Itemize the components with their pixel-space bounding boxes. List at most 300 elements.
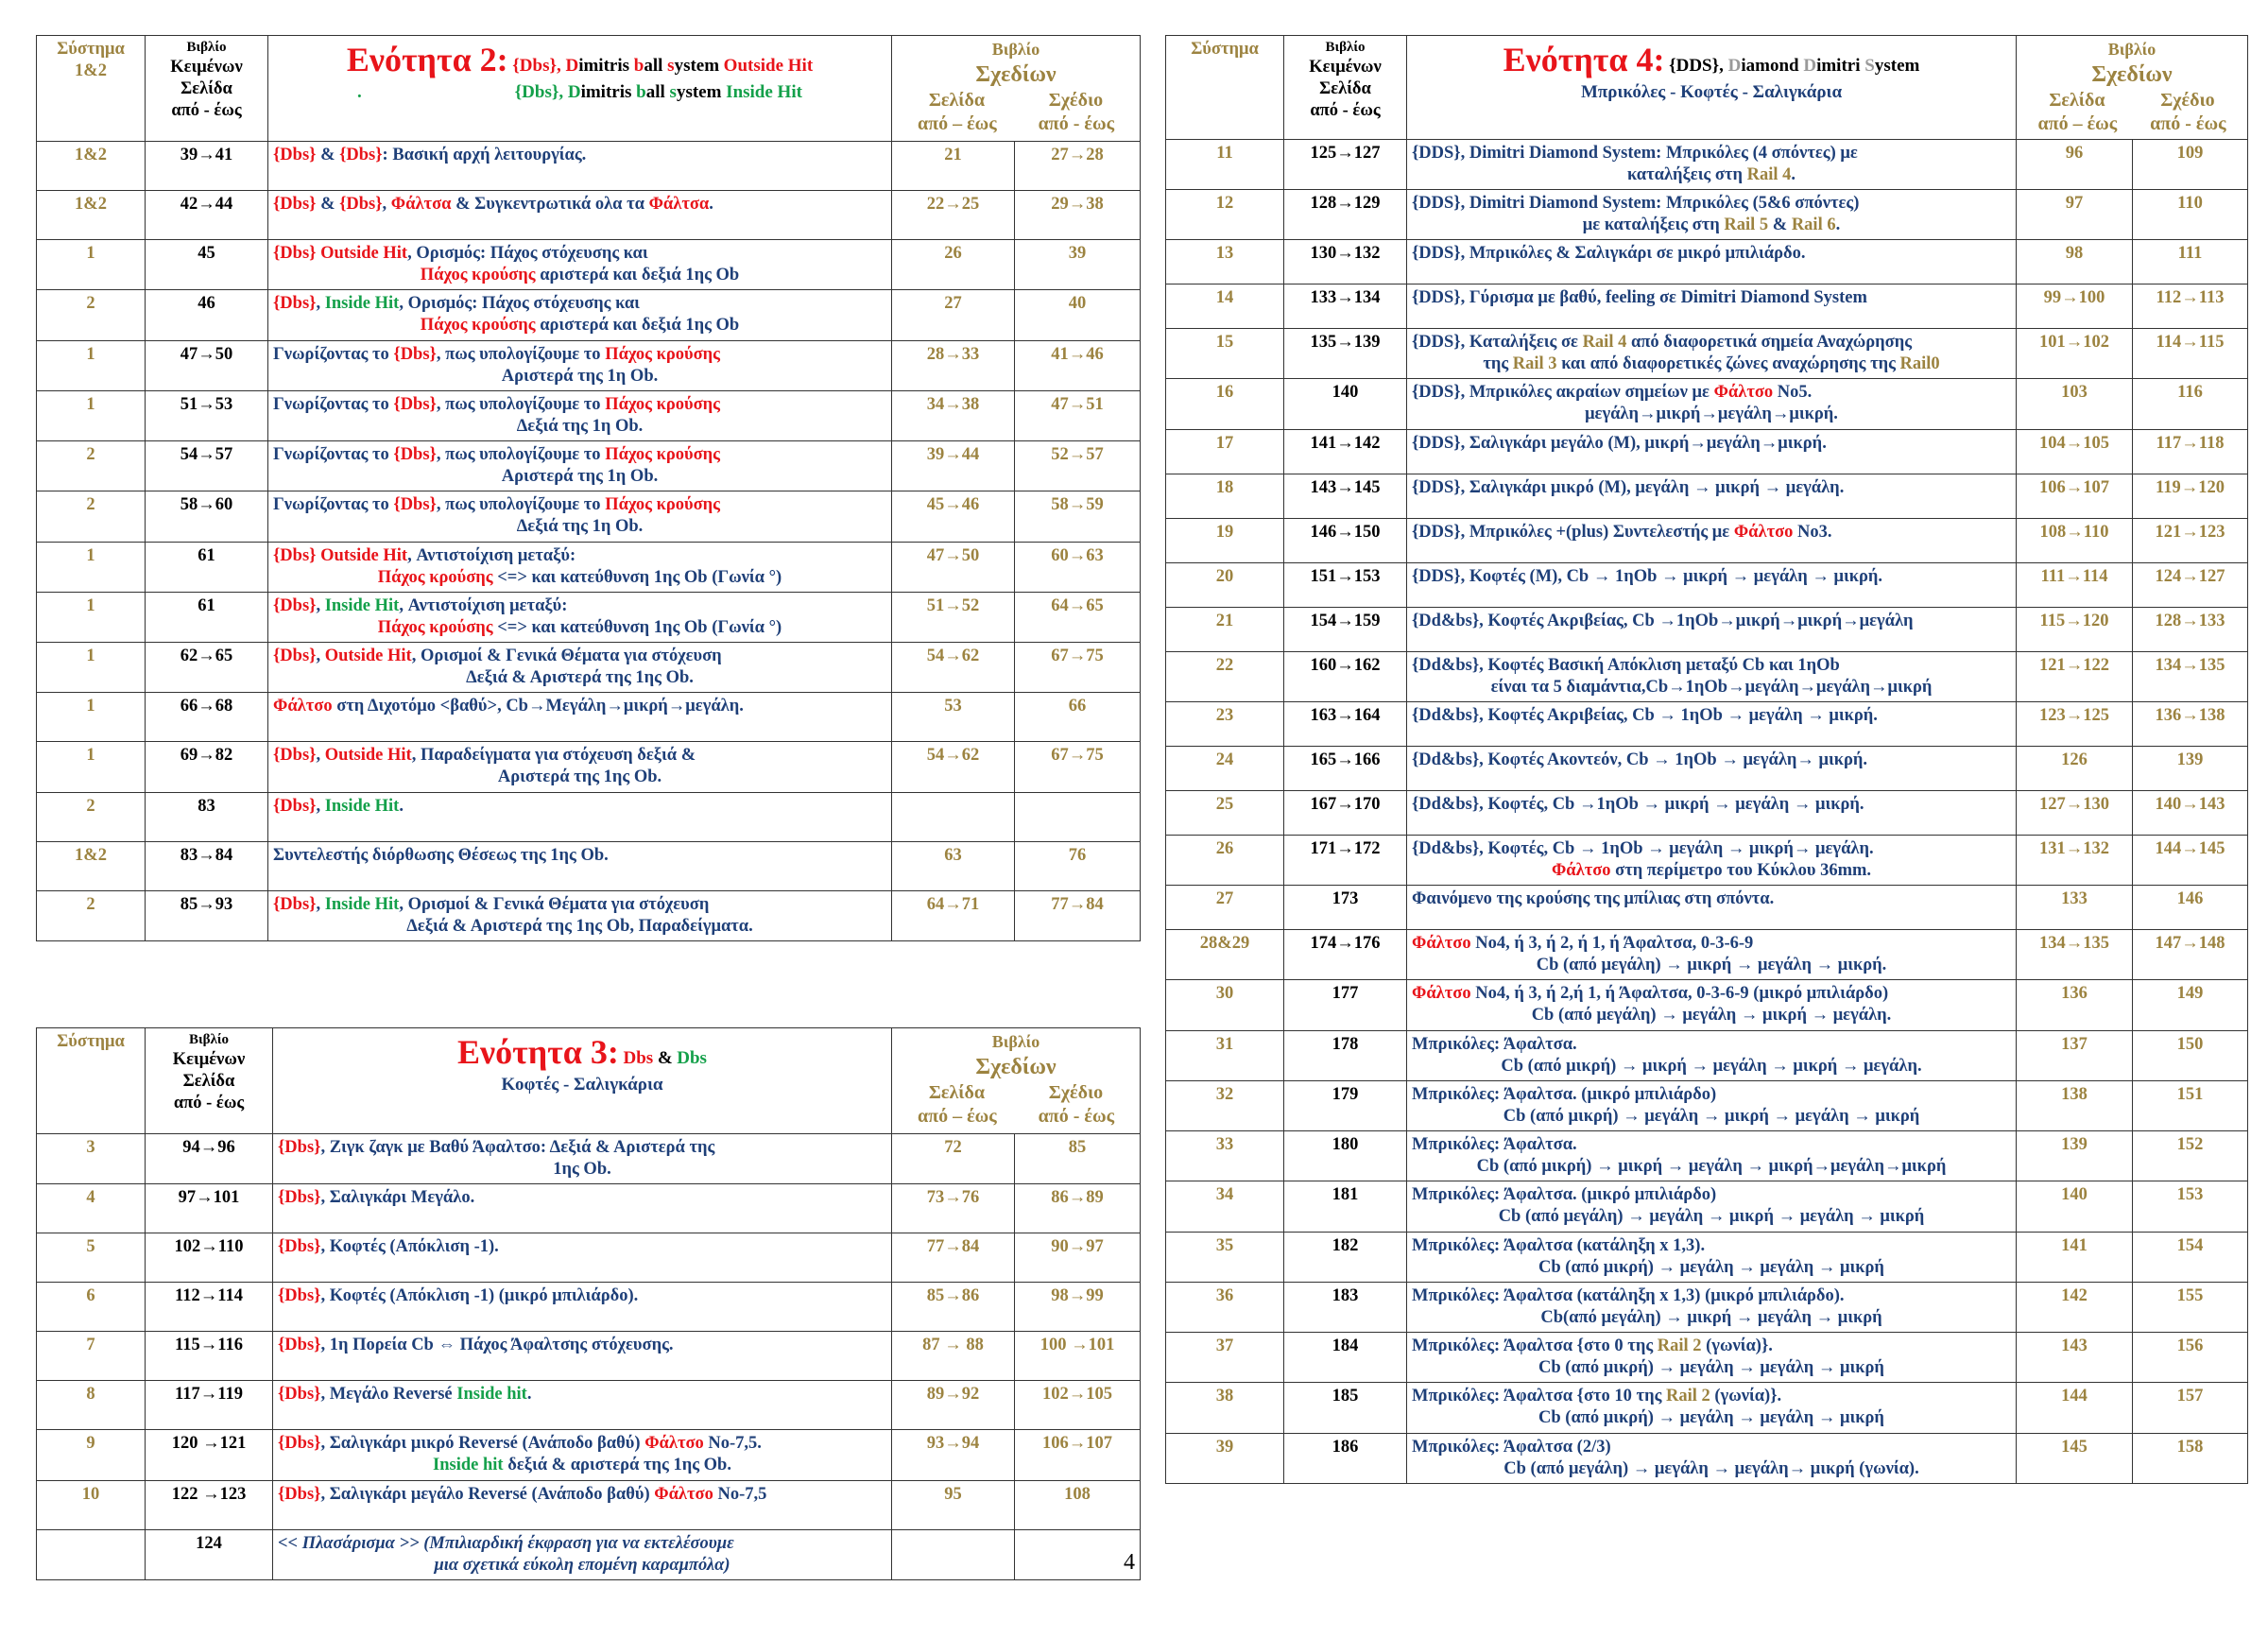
section4-row [1166,329,2248,379]
plan-page-cell: 97 [2017,189,2133,239]
system-cell: 35 [1166,1232,1284,1282]
system-cell: 33 [1166,1131,1284,1181]
description-line1: Γνωρίζοντας το {Dbs}, πως υπολογίζουμε το Πάχος κρούσης [273,495,720,515]
plan-number-cell: 121→123 [2133,518,2248,562]
section2-row [37,742,1141,792]
plan-number-cell: 147→148 [2133,930,2248,980]
plan-number-cell: 27→28 [1015,142,1141,191]
section2-row [37,841,1141,890]
section4-row [1166,1383,2248,1433]
plan-number-cell: 134→135 [2133,651,2248,701]
description-cell [1407,930,2017,980]
plan-page-cell: 45→46 [892,491,1015,542]
section4-row [1166,1181,2248,1232]
description-cell [268,441,892,491]
description-line1: Γνωρίζοντας το {Dbs}, πως υπολογίζουμε το Πάχος κρούσης [273,344,720,364]
section3-row [37,1233,1141,1283]
plan-number-cell: 154 [2133,1232,2248,1282]
description-line2: μεγάλη→μικρή→μεγάλη→μικρή. [1585,405,1838,424]
description-line2: Cb(από μεγάλη) → μικρή → μεγάλη → μικρή [1540,1307,1882,1327]
description-line1: Φαινόμενο της κρούσης της μπίλιας στη σπόντα. [1412,889,1775,908]
pages-cell: 117→119 [146,1381,273,1430]
system-cell: 36 [1166,1282,1284,1332]
plan-number-cell: 106→107 [1015,1430,1141,1480]
system-cell: 2 [37,890,146,940]
description-cell [1407,835,2017,885]
plan-page-cell: 39→44 [892,441,1015,491]
description-line1: {Dd&bs}, Κοφτές, Cb →1ηOb → μικρή → μεγάλη → μικρή. [1412,794,1864,814]
system-cell: 1&2 [37,191,146,240]
description-line1: {DDS}, Μπρικόλες +(plus) Συντελεστής με Φάλτσο Νο3. [1412,522,1832,542]
section2-header [37,36,1141,142]
plan-page-cell: 131→132 [2017,835,2133,885]
section4-row [1166,139,2248,189]
description-line1: {DDS}, Σαλιγκάρι μεγάλο (M), μικρή→μεγάλη→μικρή. [1412,433,1827,453]
section4-row [1166,1030,2248,1080]
description-line2: Cb (από μεγάλη) → μεγάλη → μικρή → μεγάλη. [1531,1006,1892,1026]
section2-row [37,491,1141,542]
pages-cell: 46 [146,290,268,340]
plan-number-cell [1015,792,1141,841]
system-cell: 2 [37,441,146,491]
section3-row [37,1480,1141,1529]
pages-cell: 185 [1284,1383,1407,1433]
system-cell: 19 [1166,518,1284,562]
pages-cell: 167→170 [1284,790,1407,835]
description-line2: Δεξιά & Αριστερά της 1ης Ob. [466,668,694,688]
pages-cell: 62→65 [146,643,268,693]
plan-page-cell: 72 [892,1134,1015,1184]
system-cell: 34 [1166,1181,1284,1232]
description-line1: Φάλτσο στη Διχοτόμο <βαθύ>, Cb→Μεγάλη→μικρή→μεγάλη. [273,697,744,716]
description-cell [1407,651,2017,701]
section2-row [37,890,1141,940]
plan-page-cell: 138 [2017,1080,2133,1130]
plan-number-cell: 155 [2133,1282,2248,1332]
description-line2: καταλήξεις στη Rail 4. [1627,164,1796,184]
col-system: Σύστημα 1&2 [37,36,146,142]
description-line1: {Dbs} Outside Hit, Αντιστοίχιση μεταξύ: [273,545,576,565]
pages-cell: 61 [146,542,268,592]
description-cell [1407,1181,2017,1232]
description-line2: Cb (από μεγάλη) → μικρή → μεγάλη → μικρή. [1536,956,1887,975]
pages-cell: 146→150 [1284,518,1407,562]
system-cell: 4 [37,1184,146,1233]
section4-row [1166,1080,2248,1130]
system-cell: 37 [1166,1333,1284,1383]
pages-cell: 180 [1284,1131,1407,1181]
section4-title: Ενότητα 4: {DDS}, Diamond Dimitri System Μπρικόλες - Κοφτές - Σαλιγκάρια [1407,36,2017,140]
pages-cell: 181 [1284,1181,1407,1232]
description-cell [273,1233,892,1283]
pages-cell: 163→164 [1284,701,1407,746]
section4-row [1166,189,2248,239]
plan-number-cell: 112→113 [2133,284,2248,329]
description-line2: 1ης Ob. [553,1160,611,1180]
description-cell [268,792,892,841]
plan-number-cell: 139 [2133,746,2248,790]
system-cell: 12 [1166,189,1284,239]
description-line1: {DDS}, Κοφτές (M), Cb → 1ηOb → μικρή → μεγάλη → μικρή. [1412,566,1883,586]
section2-row [37,142,1141,191]
pages-cell: 42→44 [146,191,268,240]
plan-number-cell: 146 [2133,886,2248,930]
plan-page-cell: 93→94 [892,1430,1015,1480]
description-cell [1407,1383,2017,1433]
plan-number-cell: 98→99 [1015,1283,1141,1332]
section2-row [37,693,1141,742]
description-line1: Συντελεστής διόρθωσης Θέσεως της 1ης Ob. [273,845,609,865]
plan-page-cell: 115→120 [2017,607,2133,651]
section4-row [1166,651,2248,701]
pages-cell: 128→129 [1284,189,1407,239]
section3-title: Ενότητα 3: Dbs & Dbs Κοφτές - Σαλιγκάρια [273,1028,892,1134]
section2-row [37,792,1141,841]
section4-row [1166,930,2248,980]
plan-number-cell: 90→97 [1015,1233,1141,1283]
plan-page-cell: 21 [892,142,1015,191]
description-line1: {Dbs}, Inside Hit. [273,796,404,816]
description-cell [1407,1282,2017,1332]
pages-cell: 182 [1284,1232,1407,1282]
plan-page-cell: 26 [892,240,1015,290]
description-line2: Cb (από μικρή) → μεγάλη → μικρή → μεγάλη → μικρή [1503,1106,1920,1126]
description-line2: Δεξιά της 1η Ob. [516,416,644,436]
description-line1: Γνωρίζοντας το {Dbs}, πως υπολογίζουμε το Πάχος κρούσης [273,445,720,464]
plan-number-cell: 86→89 [1015,1184,1141,1233]
system-cell: 1 [37,340,146,390]
description-line1: {DDS}, Καταλήξεις σε Rail 4 από διαφορετικά σημεία Αναχώρησης [1412,333,1913,352]
col-system: Σύστημα [1166,36,1284,140]
section4-row [1166,562,2248,607]
plan-number-cell: 77→84 [1015,890,1141,940]
pages-cell: 85→93 [146,890,268,940]
description-line2: Πάχος κρούσης <=> και κατεύθυνση 1ης Ob (Γωνία °) [377,617,782,637]
col-book-texts: Βιβλίο Κειμένων Σελίδα από - έως [1284,36,1407,140]
description-line1: Μπρικόλες: Άφαλτσα (κατάληξη x 1,3) (μικρό μπιλιάρδο). [1412,1285,1845,1305]
plan-number-cell: 124→127 [2133,562,2248,607]
plan-number-cell: 116 [2133,379,2248,429]
description-cell [273,1381,892,1430]
description-cell [273,1480,892,1529]
system-cell: 1 [37,240,146,290]
plan-page-cell: 22→25 [892,191,1015,240]
section2-table [36,35,1141,941]
plan-page-cell: 139 [2017,1131,2133,1181]
section4-row [1166,607,2248,651]
description-cell [1407,980,2017,1030]
plan-number-cell: 114→115 [2133,329,2248,379]
plan-number-cell: 58→59 [1015,491,1141,542]
plan-page-cell: 123→125 [2017,701,2133,746]
description-cell [268,890,892,940]
description-line2: Cb (από μικρή) → μικρή → μεγάλη → μικρή→μεγάλη→μικρή [1476,1157,1947,1177]
description-cell [268,542,892,592]
description-line1: Μπρικόλες: Άφαλτσα. [1412,1135,1577,1154]
section2-row [37,643,1141,693]
plan-number-cell: 29→38 [1015,191,1141,240]
section4-row [1166,1232,2248,1282]
description-cell [273,1184,892,1233]
section2-title: Ενότητα 2: {Dbs}, Dimitris ball system Outside Hit . {Dbs}, Dimitris ball system Inside Hit [268,36,892,142]
system-cell: 1 [37,390,146,440]
system-cell: 11 [1166,139,1284,189]
system-cell: 31 [1166,1030,1284,1080]
pages-cell: 141→142 [1284,429,1407,474]
description-cell [1407,607,2017,651]
description-cell [268,290,892,340]
plan-page-cell: 133 [2017,886,2133,930]
description-cell [1407,1232,2017,1282]
pages-cell: 66→68 [146,693,268,742]
system-cell: 24 [1166,746,1284,790]
pages-cell: 183 [1284,1282,1407,1332]
description-cell [1407,1131,2017,1181]
description-cell [273,1134,892,1184]
section3-row [37,1134,1141,1184]
description-line1: {Dbs} & {Dbs}, Φάλτσα & Συγκεντρωτικά ολα τα Φάλτσα. [273,195,713,214]
system-cell: 1 [37,643,146,693]
description-line1: {Dbs}, Inside Hit, Ορισμός: Πάχος στόχευσης και [273,294,640,314]
pages-cell: 151→153 [1284,562,1407,607]
pages-cell: 115→116 [146,1332,273,1381]
plan-number-cell: 109 [2133,139,2248,189]
plan-page-cell: 54→62 [892,643,1015,693]
system-cell: 7 [37,1332,146,1381]
plan-page-cell: 111→114 [2017,562,2133,607]
col-book-plans: Βιβλίο Σχεδίων Σελίδα Σχέδιο από – έως από - έως [892,36,1141,142]
description-line2: Cb (από μικρή) → μικρή → μεγάλη → μικρή → μεγάλη. [1501,1056,1922,1076]
description-line1: {Dbs}, Σαλιγκάρι Μεγάλο. [278,1188,475,1208]
pages-cell: 171→172 [1284,835,1407,885]
system-cell: 2 [37,491,146,542]
plan-page-cell: 106→107 [2017,474,2133,518]
section4-row [1166,835,2248,885]
description-line1: Φάλτσο Νο4, ή 3, ή 2,ή 1, ή Άφαλτσα, 0-3-6-9 (μικρό μπιλιάρδο) [1412,984,1889,1004]
pages-cell: 120 →121 [146,1430,273,1480]
section4-table [1165,35,2248,1484]
section2-row [37,390,1141,440]
pages-cell: 154→159 [1284,607,1407,651]
description-cell [1407,1080,2017,1130]
description-cell [1407,329,2017,379]
pages-cell: 124 [146,1529,273,1579]
section4-header [1166,36,2248,140]
section2-row [37,290,1141,340]
system-cell: 14 [1166,284,1284,329]
plan-page-cell: 63 [892,841,1015,890]
plan-page-cell: 73→76 [892,1184,1015,1233]
system-cell: 20 [1166,562,1284,607]
section3-row [37,1283,1141,1332]
description-line2: της Rail 3 και από διαφορετικές ζώνες αναχώρησης της Rail0 [1483,354,1940,374]
description-cell [268,191,892,240]
pages-cell: 130→132 [1284,240,1407,284]
plan-page-cell: 143 [2017,1333,2133,1383]
plan-number-cell: 149 [2133,980,2248,1030]
plan-number-cell: 140→143 [2133,790,2248,835]
plan-page-cell: 121→122 [2017,651,2133,701]
col-system: Σύστημα [37,1028,146,1134]
description-cell [1407,139,2017,189]
system-cell: 6 [37,1283,146,1332]
pages-cell: 135→139 [1284,329,1407,379]
system-cell: 1&2 [37,142,146,191]
description-cell [268,340,892,390]
description-cell [268,592,892,642]
pages-cell: 45 [146,240,268,290]
description-line1: {DDS}, Γύρισμα με βαθύ, feeling σε Dimitri Diamond System [1412,288,1867,307]
plan-page-cell: 108→110 [2017,518,2133,562]
description-cell [268,491,892,542]
description-line1: Γνωρίζοντας το {Dbs}, πως υπολογίζουμε το Πάχος κρούσης [273,394,720,414]
description-cell [1407,701,2017,746]
plan-page-cell: 34→38 [892,390,1015,440]
section3-row [37,1184,1141,1233]
plan-page-cell: 101→102 [2017,329,2133,379]
description-line2: Δεξιά της 1η Ob. [516,517,644,537]
system-cell: 17 [1166,429,1284,474]
section2-row [37,191,1141,240]
plan-page-cell [892,792,1015,841]
description-line1: << Πλασάρισμα >> (Μπιλιαρδική έκφραση για να εκτελέσουμε [278,1533,734,1553]
plan-page-cell: 134→135 [2017,930,2133,980]
plan-number-cell: 52→57 [1015,441,1141,491]
plan-page-cell: 142 [2017,1282,2133,1332]
plan-page-cell: 27 [892,290,1015,340]
section4-row [1166,240,2248,284]
description-line1: {Dbs}, Σαλιγκάρι μεγάλο Reversé (Ανάποδο βαθύ) Φάλτσο Νο-7,5 [278,1484,767,1504]
system-cell [37,1529,146,1579]
plan-number-cell: 150 [2133,1030,2248,1080]
description-cell [1407,1030,2017,1080]
plan-page-cell: 145 [2017,1433,2133,1483]
pages-cell: 69→82 [146,742,268,792]
plan-number-cell: 151 [2133,1080,2248,1130]
plan-page-cell: 137 [2017,1030,2133,1080]
section4-row [1166,474,2248,518]
description-line1: Μπρικόλες: Άφαλτσα {στο 0 της Rail 2 (γωνία)}. [1412,1336,1773,1355]
pages-cell: 165→166 [1284,746,1407,790]
pages-cell: 174→176 [1284,930,1407,980]
pages-cell: 186 [1284,1433,1407,1483]
plan-page-cell: 28→33 [892,340,1015,390]
plan-page-cell: 85→86 [892,1283,1015,1332]
section3-table [36,1027,1141,1580]
section4-row [1166,1131,2248,1181]
description-line1: {DDS}, Μπρικόλες ακραίων σημείων με Φάλτσο Νο5. [1412,383,1813,403]
description-cell [1407,189,2017,239]
description-line2: Πάχος κρούσης αριστερά και δεξιά 1ης Ob [420,266,740,285]
plan-page-cell: 53 [892,693,1015,742]
system-cell: 38 [1166,1383,1284,1433]
section3-header [37,1028,1141,1134]
description-line1: {Dbs} & {Dbs}: Βασική αρχή λειτουργίας. [273,146,587,164]
description-line1: Φάλτσο Νο4, ή 3, ή 2, ή 1, ή Άφαλτσα, 0-3-6-9 [1412,934,1754,953]
description-line1: {Dbs}, Σαλιγκάρι μικρό Reversé (Ανάποδο βαθύ) Φάλτσο Νο-7,5. [278,1434,762,1454]
description-cell [1407,429,2017,474]
plan-page-cell: 54→62 [892,742,1015,792]
section4-row [1166,701,2248,746]
description-line1: {Dd&bs}, Κοφτές Ακριβείας, Cb → 1ηOb → μεγάλη → μικρή. [1412,705,1878,725]
description-line1: {Dbs}, Κοφτές (Απόκλιση -1). [278,1237,499,1257]
section4-row [1166,284,2248,329]
plan-number-cell: 136→138 [2133,701,2248,746]
plan-number-cell: 47→51 [1015,390,1141,440]
plan-page-cell: 64→71 [892,890,1015,940]
description-line2: Inside hit δεξιά & αριστερά της 1ης Ob. [433,1456,731,1475]
pages-cell: 83→84 [146,841,268,890]
pages-cell: 179 [1284,1080,1407,1130]
pages-cell: 178 [1284,1030,1407,1080]
plan-page-cell: 136 [2017,980,2133,1030]
pages-cell: 102→110 [146,1233,273,1283]
pages-cell: 184 [1284,1333,1407,1383]
description-line1: {Dd&bs}, Κοφτές Βασική Απόκλιση μεταξύ Cb και 1ηOb [1412,655,1840,675]
section2-row [37,592,1141,642]
plan-number-cell: 85 [1015,1134,1141,1184]
description-line2: μια σχετικά εύκολη επομένη καραμπόλα) [434,1555,730,1575]
description-line1: {Dbs}, Μεγάλο Reversé Inside hit. [278,1385,532,1405]
system-cell: 23 [1166,701,1284,746]
description-line1: {Dd&bs}, Κοφτές Ακριβείας, Cb →1ηOb→μικρή→μικρή→μεγάλη [1412,611,1914,630]
description-line1: {DDS}, Μπρικόλες & Σαλιγκάρι σε μικρό μπιλιάρδο. [1412,244,1806,263]
pages-cell: 58→60 [146,491,268,542]
description-line1: Μπρικόλες: Άφαλτσα (2/3) [1412,1437,1611,1457]
description-cell [1407,240,2017,284]
col-book-plans: Βιβλίο Σχεδίων Σελίδα Σχέδιο από – έως από - έως [892,1028,1141,1134]
pages-cell: 83 [146,792,268,841]
description-line2: είναι τα 5 διαμάντια,Cb→1ηOb→μεγάλη→μεγάλη→μικρή [1490,677,1933,697]
pages-cell: 47→50 [146,340,268,390]
system-cell: 1&2 [37,841,146,890]
description-line1: {Dbs} Outside Hit, Ορισμός: Πάχος στόχευσης και [273,244,648,263]
plan-number-cell: 67→75 [1015,742,1141,792]
system-cell: 28&29 [1166,930,1284,980]
description-line2: Cb (από μικρή) → μεγάλη → μεγάλη → μικρή [1538,1257,1884,1277]
description-line1: Μπρικόλες: Άφαλτσα {στο 10 της Rail 2 (γωνία)}. [1412,1387,1782,1406]
system-cell: 5 [37,1233,146,1283]
description-line2: Cb (από μεγάλη) → μεγάλη → μικρή → μεγάλη → μικρή [1498,1207,1925,1227]
system-cell: 15 [1166,329,1284,379]
description-cell [1407,1433,2017,1483]
plan-page-cell: 96 [2017,139,2133,189]
description-cell [268,390,892,440]
plan-number-cell: 128→133 [2133,607,2248,651]
col-book-plans: Βιβλίο Σχεδίων Σελίδα Σχέδιο από – έως από - έως [2017,36,2248,140]
description-cell [268,142,892,191]
system-cell: 39 [1166,1433,1284,1483]
section4-row [1166,980,2248,1030]
description-cell [273,1283,892,1332]
plan-page-cell: 127→130 [2017,790,2133,835]
description-line1: {DDS}, Dimitri Diamond System: Μπρικόλες (5&6 σπόντες) [1412,193,1860,213]
plan-page-cell: 98 [2017,240,2133,284]
plan-page-cell: 89→92 [892,1381,1015,1430]
description-line2: Αριστερά της 1η Ob. [501,467,659,487]
system-cell: 10 [37,1480,146,1529]
system-cell: 21 [1166,607,1284,651]
plan-page-cell: 77→84 [892,1233,1015,1283]
section3-row [37,1332,1141,1381]
plan-number-cell: 41→46 [1015,340,1141,390]
description-line2: Πάχος κρούσης αριστερά και δεξιά 1ης Ob [420,316,740,336]
description-line1: Μπρικόλες: Άφαλτσα. (μικρό μπιλιάρδο) [1412,1185,1717,1205]
system-cell: 1 [37,592,146,642]
description-line1: Μπρικόλες: Άφαλτσα. (μικρό μπιλιάρδο) [1412,1084,1717,1104]
plan-number-cell: 40 [1015,290,1141,340]
system-cell: 18 [1166,474,1284,518]
